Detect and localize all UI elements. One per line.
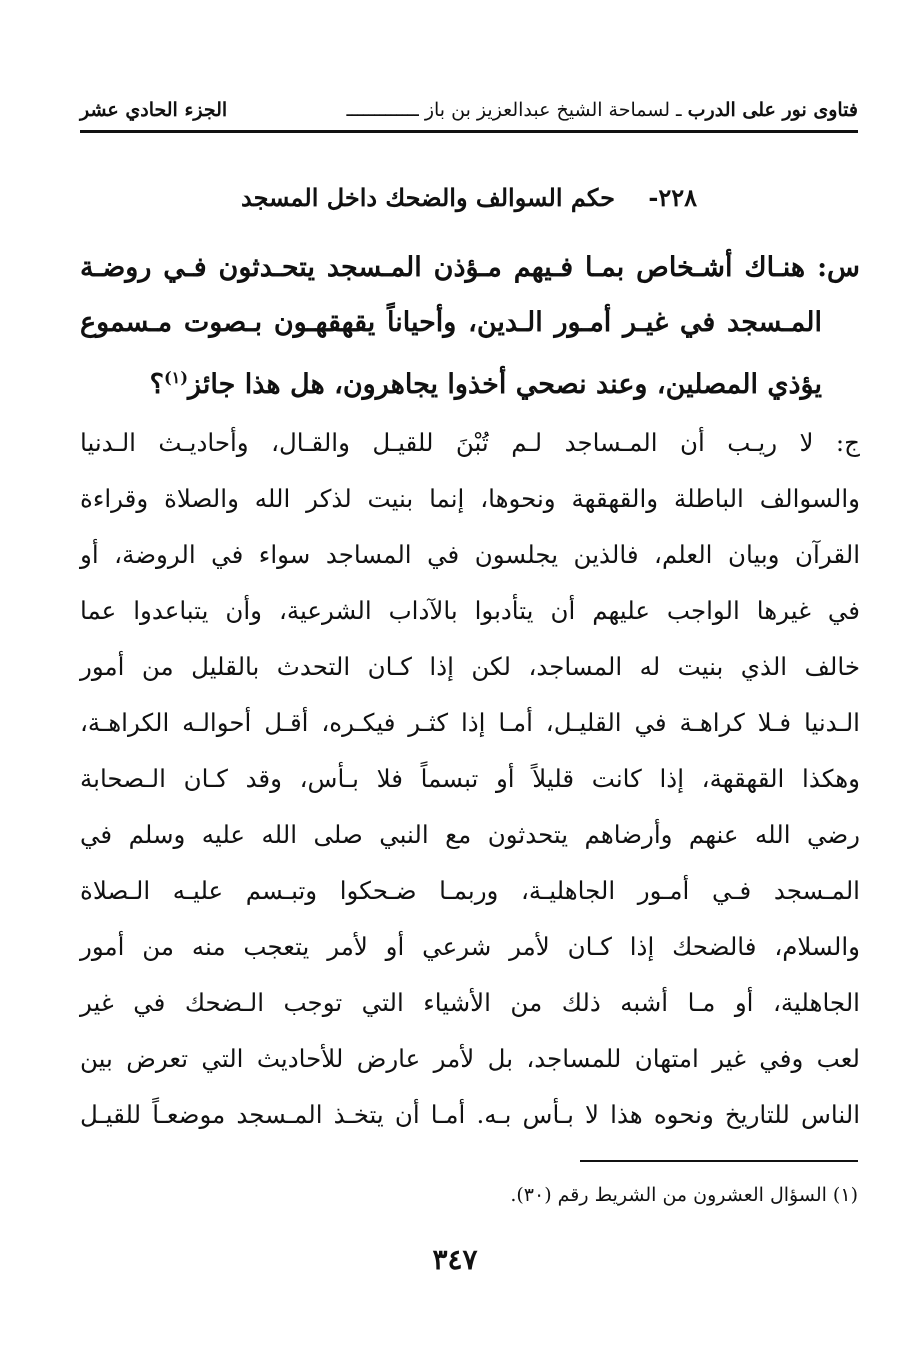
answer-line: لعب وفي غير امتهان للمساجد، بل لأمر عارض للأحاديث التي تعرض بين	[80, 1044, 860, 1073]
footnote-reference: (١)	[163, 368, 189, 387]
section-title: حكم السوالف والضحك داخل المسجد	[241, 183, 615, 212]
footnote: (١) السؤال العشرون من الشريط رقم (٣٠).	[510, 1184, 858, 1206]
answer-line: الـدنيا فـلا كراهـة في القليـل، أمـا إذا كثـر فيكـره، أقـل أحوالـه الكراهـة،	[80, 708, 860, 737]
footnote-rule	[580, 1160, 858, 1162]
section-number: ٢٢٨-	[648, 183, 697, 212]
question-block	[80, 240, 860, 405]
answer-line: ج: لا ريـب أن المـساجد لـم تُبْنَ للقيـل والقـال، وأحاديـث الـدنيا	[80, 428, 860, 457]
answer-line: والسلام، فالضحك إذا كـان لأمر شرعي أو لأمر يتعجب منه من أمور	[80, 932, 860, 961]
page-number: ٣٤٧	[432, 1243, 478, 1276]
volume-label: الجزء الحادي عشر	[80, 99, 228, 121]
answer-block	[80, 415, 860, 1143]
answer-line: في غيرها الواجب عليهم أن يتأدبوا بالآداب الشرعية، وأن يتباعدوا عما	[80, 596, 860, 625]
answer-line: الناس للتاريخ ونحوه هذا لا بـأس بـه. أمـا أن يتخـذ المـسجد موضعـاً للقيـل	[80, 1100, 860, 1129]
question-mark: ؟	[149, 369, 164, 400]
answer-line: خالف الذي بنيت له المساجد، لكن إذا كـان التحدث بالقليل من أمور	[80, 652, 860, 681]
answer-line: الجاهلية، أو مـا أشبه ذلك من الأشياء التي توجب الـضحك في غير	[80, 988, 860, 1017]
answer-line: القرآن وبيان العلم، فالذين يجلسون في المساجد سواء في الروضة، أو	[80, 540, 860, 569]
header-rule	[80, 130, 858, 133]
answer-line: المـسجد فـي أمـور الجاهليـة، وربمـا ضـحكوا وتبـسم عليـه الـصلاة	[80, 876, 860, 905]
section-heading	[80, 178, 858, 218]
book-title: فتاوى نور على الدرب	[687, 99, 858, 121]
author-name: لسماحة الشيخ عبدالعزيز بن باز	[424, 99, 670, 121]
answer-line: والسوالف الباطلة والقهقهة ونحوها، إنما بنيت لذكر الله والصلاة وقراءة	[80, 484, 860, 513]
question-line: س: هنـاك أشـخاص بمـا فـيهم مـؤذن المـسجد يتحـدثون فـي روضـة	[80, 252, 860, 283]
answer-line: رضي الله عنهم وأرضاهم يتحدثون مع النبي صلى الله عليه وسلم في	[80, 820, 860, 849]
answer-line: وهكذا القهقهة، إذا كانت قليلاً أو تبسماً فلا بـأس، وقد كـان الـصحابة	[80, 764, 860, 793]
running-header: فتاوى نور على الدرب ـ لسماحة الشيخ عبدالعزيز بن باز ـــــــــــــ الجزء الحادي عشر	[80, 94, 858, 126]
question-line: المـسجد في غيـر أمـور الـدين، وأحياناً يقهقهـون بـصوت مـسموع	[80, 307, 822, 338]
question-line-last	[80, 350, 860, 405]
question-line: يؤذي المصلين، وعند نصحي أخذوا يجاهرون، هل هذا جائز	[188, 369, 822, 400]
